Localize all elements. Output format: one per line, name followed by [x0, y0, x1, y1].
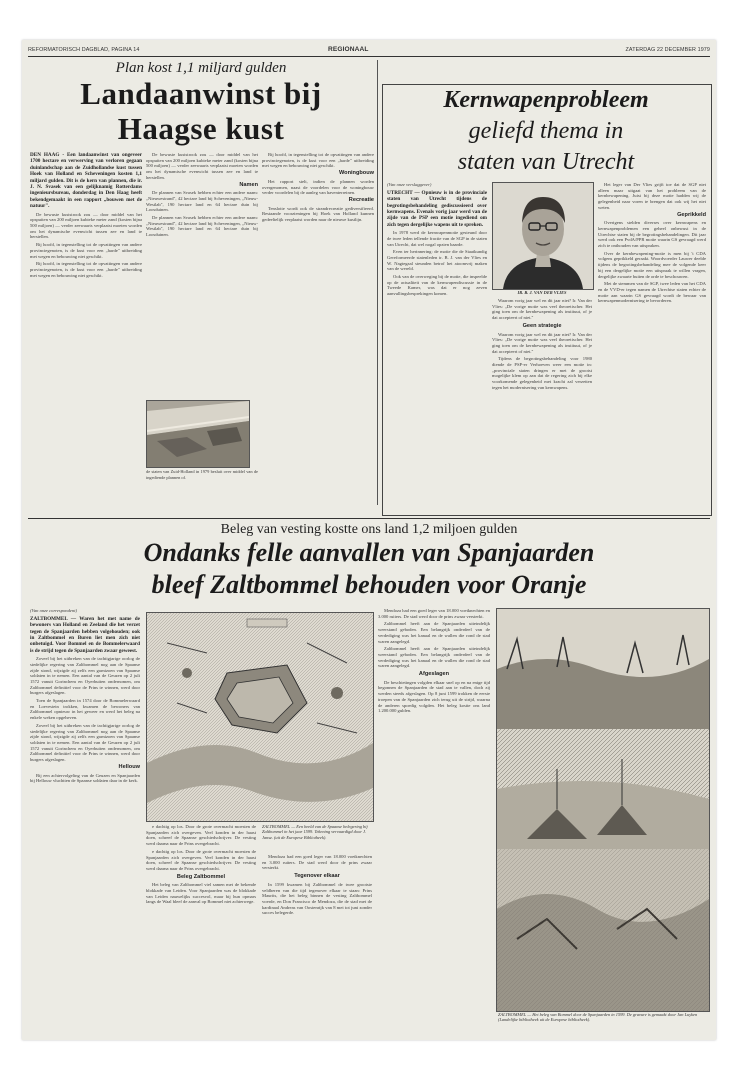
article3-col2 [146, 824, 256, 1030]
article3-col3-bodyb: Mendoza had een goed leger van 18.000 voetknechten en 3.000 ruiters. De stad werd door de prins zwaar versterkt. [378, 608, 490, 619]
article3-sub-hellouw: Hellouw [118, 763, 140, 770]
newspaper-page [22, 40, 716, 1040]
portrait-photo [492, 182, 594, 290]
article3-col2-body: e dachtig op los. Door de grote overmacht moesten de Spanjaarden zich overgeven. Veel konden in der haast doen, schreef de Spaanse geschiedschrijver. De vesting werd daarna naar de Prins overgebracht. [146, 824, 256, 847]
article1-sub-namen: Namen [239, 181, 258, 188]
article2-col3-body4: Met de stemmen van de SGP, twee leden van het CDA en de VVD-er tegen namen de Utrechtse staten echter de motie aan waarin GS gevraagd wordt de bewaar van kernwapenmodernisering te bevorderen. [598, 281, 706, 304]
article2-byline: (Van onze verslaggever) [387, 182, 432, 187]
article3-body-2: Toen de Spanjaarden in 1574 door de Bommelerwaard en Loevestein trokken, kwamen de bewoners van Zaltbommel opnieuw in het geweer en werd het beleg na enkele weken opgeheven. [30, 698, 140, 721]
article1-photo-caption: de staten van Zuid-Holland in 1979 besluit over middel van de ingediende plannen of. [146, 469, 258, 480]
header-section: REGIONAAL [328, 46, 369, 53]
article1-body-2b: Bij hoofd, in tegenstelling tot de opvattingen van andere provinciegenoten, is de kust voor een „harde" uitbreiding met wegen en bebouwing niet geschikt. [30, 261, 142, 278]
article2-col2 [492, 298, 592, 504]
article2-body-2: Even ter herinnering: de motie die de Staatkundig Gereformeerde statenleden ir. B. J. van der Vlies en W. Nagtegaal steunden betrof het atoomvrij maken van de wereld. [387, 249, 487, 272]
article1-col3 [262, 152, 374, 402]
article1-sub-recreatie: Recreatie [348, 196, 374, 203]
article3-col3 [262, 854, 372, 1030]
article1-headline-1: Landaanwinst bij [80, 76, 322, 111]
article3-col1 [30, 608, 140, 1028]
article2-body-3b: Waarom vorig jaar wel en dit jaar niet? Ir. Van der Vlies: „De vorige motie was veel theoretischer. Het ging toen om de kernbewapening als instituut, of je dat accepteert of niet." [492, 298, 592, 321]
article1-body-1b: De bewuste kuststrook zou — door middel van het opspuiten van 200 miljoen kubieke meter zand (kosten bijna 500 miljoen) — verder zeewaarts verplaatst moeten worden om het dynamische evenwicht tussen zee en land te herstellen. [146, 152, 258, 180]
article2-headline-3: staten van Utrecht [457, 149, 635, 175]
article3-col2-body2: Het beleg van Zaltbommel viel samen met de bekende blokkade van Leiden. Voor Spanjaarden was de blokkade van Leiden nauwelijks succesvol, maar bij hun opmars langs de Waal bleef de aanval op Bommel niet achterwege. [146, 882, 256, 905]
article1-sub-woning: Woningbouw [338, 170, 374, 177]
article2-photo-caption: IR. B. J. VAN DER VLIES [517, 290, 567, 295]
siege-engraving [496, 608, 710, 1012]
article3-sub-afgesl: Afgeslagen [418, 671, 450, 678]
column-divider [377, 60, 378, 505]
article3-col4-bodyb: Zaltbommel heeft aan de Spanjaarden uiteindelijk weerstand geboden. Een belangrijk onderdeel van de verdediging was het kanaal en de wallen die rond de stad waren aangelegd. [378, 646, 490, 669]
article1-body-3b: De plannen van Svasek hebben echter een andere naam: „Nieuwestrand", 42 hectare land bij Scheveningen, „Nieuw-Westlab", 190 hectare land en 64 hectare duin bij Loosduinen. [146, 215, 258, 238]
article2-col3-body2: Overigens stelden diverses over kernwapens en kernwapenproblemen een geheel onbewust in de Utrechtse staten bij de begrotingsbehandelingen. Dit jaar werd ook een PvdA/PPR motie waarin GS gevraagd werd zich te onthouden van uitspraken. [598, 220, 706, 249]
article3-map-caption: ZALTBOMMEL — Een beeld van de Spaanse belegering bij Zaltbommel in het jaar 1599. Tekening vervaardigd door J. Jansz. (uit de Europese Bibliotheek). [262, 824, 368, 840]
article2-body-3: Waarom vorig jaar wel en dit jaar niet? Ir. Van der Vlies: „De vorige motie was veel theoretischer. Het ging toen om de kernbewapening als instituut, of je dat accepteert of niet." [492, 331, 592, 354]
article1-body-2: Bij hoofd, in tegenstelling tot de opvattingen van andere provinciegenoten, is de kust voor een „harde" uitbreiding met wegen en bebouwing niet geschikt. [30, 242, 142, 259]
article1-body-2c: Bij hoofd, in tegenstelling tot de opvattingen van andere provinciegenoten, is de kust voor een „harde" uitbreiding met wegen en bebouwing niet geschikt. [262, 152, 374, 169]
article2-headline-2: geliefd thema in [468, 118, 624, 144]
article3-body-1: Zoveel bij het uitbreken van de tachtigjarige oorlog de stedelijke regering van Zaltbommel nog aan de Spaanse zijde stond, wijzigde zij zelfs een garnizoen van Spaanse soldaten in te nemen. Een aantal van de Geuzen op 2 juli 1572 vanuit Gorinchem en Oyerbuiten ondernomen, om Zaltbommel definitief voor de Prins te winnen, werd door burgers afgeslagen. [30, 656, 140, 696]
article1-lead: DEN HAAG - Een landaanwinst van ongeveer 1700 hectare en verwerving van verloren gegaan duinlandschap aan de Zuidhollandse kust tussen Hoek van Holland en Scheveningen kosten 1,1 miljard gulden. Dit is de kern van plannen, die ir. J. N. Svasek van een gelijknamig Rotterdams ingenieursbureau, donderdag in Den Haag heeft bekendgemaakt in een rapport „bouwen met de natuur". [30, 152, 142, 210]
article2-body-5: Ook van de overweging bij de motie, die inspeelde op de actualiteit van de kernwapendiscussie in de Tweede Kamer, was dat er nog zeven aanvullingsbesprekingen komen. [387, 274, 487, 297]
article1-col1 [30, 152, 142, 520]
article3-col3-body2: In 1599 kwamen bij Zaltbommel de twee grootste veldheren van die tijd tegenover elkaar te staan: Prins Maurits, die het beleg binnen de vesting Zaltbommel voerde, en Don Francisco de Mendoza, die de stad met de kardinaal Andreas van Oostenrijk van 8 mei tot juni zonder succes belegerde. [262, 881, 372, 916]
article1-headline-2: Haagse kust [117, 111, 285, 146]
article3-headline-1: Ondanks felle aanvallen van Spanjaarden [143, 538, 595, 567]
article3-col4-body2: De beschietingen volgden elkaar snel op en na enige tijd begonnen de Spanjaarden de stad aan te vallen, doch zij werden steeds afgeslagen. Op 8 juni 1599 trokken de eerste troepen van de Spanjaarden zich terug uit de strijd, waarna de anderen spoedig volgden. Het beleg kostte ons land 1.200.000 gulden. [378, 679, 490, 714]
article3-right-caption: ZALTBOMMEL — Het beleg van Bommel door de Spanjaarden in 1599. De gravure is gemaakt door Jan Luyken (Landelijke bibliotheek uit de Europese bibliotheek). [498, 1012, 698, 1023]
article3-col4 [378, 608, 490, 1030]
article3-col4-body: Zaltbommel heeft aan de Spanjaarden uiteindelijk weerstand geboden. Een belangrijk onderdeel van de verdediging was het kanaal en de wallen die rond de stad waren aangelegd. [378, 621, 490, 644]
article3-col2-bodyb: e dachtig op los. Door de grote overmacht moesten de Spanjaarden zich overgeven. Veel konden in der haast doen, schreef de Spaanse geschiedschrijver. De vesting werd daarna naar de Prins overgebracht. [146, 848, 256, 871]
article3-col3-body: Mendoza had een goed leger van 18.000 voetknechten en 3.000 ruiters. De stad werd door de prins zwaar versterkt. [262, 854, 372, 871]
header-rule [28, 56, 710, 57]
article2-col3 [598, 182, 706, 504]
section-rule [28, 518, 710, 519]
article3-headline-2: bleef Zaltbommel behouden voor Oranje [151, 570, 587, 599]
article1-kicker: Plan kost 1,1 miljard gulden [115, 60, 287, 76]
header-left: REFORMATORISCH DAGBLAD, PAGINA 14 [28, 47, 140, 53]
coast-aerial-photo [146, 400, 250, 468]
header-date: ZATERDAG 22 DECEMBER 1979 [625, 47, 710, 53]
article2-headline-1: Kernwapenprobleem [443, 87, 649, 113]
article1-body-3: De plannen van Svasek hebben echter een andere naam: „Nieuwestrand", 42 hectare land bij Scheveningen, „Nieuw-Westlab", 190 hectare land en 64 hectare duin bij Loosduinen. [146, 190, 258, 213]
article3-sub-beleg: Beleg Zaltbommel [176, 873, 226, 880]
article3-lead: ZALTBOMMEL — Waren het met name de bewoners van Holland en Zeeland die het verzet tegen de Spanjaarden hebben volgehouden; ook in Zaltbommel en Buren liet men zich niet onbetuigd. Voor Bommel en de Bommelerwaard is de strijd tegen de Spanjaarden zwaar geweest. [30, 615, 140, 654]
article2-body-1: In 1978 werd de kernwapenmotie gesteund door de twee leden tellende fractie van de SGP in de staten van Utrecht, dat wel nogal opzien baarde. [387, 230, 487, 247]
article2-col3-body3: Over de kernbewapening-motie is men bij 't CDA volgens geprikkeld geraakt. Woordvoerder Lauwer deelde tijdens de begrotingsbehandeling mee de volgende keer bij een dergelijke motie een uitspraak te willen vragen, dergelijke zwaarte buiten de orde te beschouwen. [598, 250, 706, 279]
article2-col3-body: Het leger van Der Vlies grijft toe dat de SGP niet alleen maar uitgaat van het probleem van de kernbewapening. Juist bij deze motie hadden wij de gelegenheid naar voren te brengen dat ook wij het niet weten. [598, 182, 706, 210]
article1-body-4: Het rapport stelt, indien de plannen worden overgenomen, naast de voordelen voor de woningbouw verder voordelen bij de aanleg van haventerreinen. [262, 178, 374, 196]
article1-body-5: Tenslotte wordt ook de strandrecreatie gediversifieerd. Bestaande voorzieningen bij Hoek van Holland kunnen gedeeltelijk verplaatst worden naar de nieuwe kustlijn. [262, 205, 374, 223]
article3-sub-tegenover: Tegenover elkaar [294, 873, 340, 880]
article2-lead: UTRECHT — Opnieuw is in de provinciale staten van Utrecht tijdens de begrotingsbehandeling gediscussieerd over kernwapens. Evenals vorig jaar werd van de zijde van de PSP een motie ingediend om zich tegen dergelijke wapens uit te spreken. [387, 189, 487, 228]
article2-col1 [387, 182, 487, 504]
article3-body-3: Bij een achtervolgeling van de Geuzen en Spanjaarden bij Hellouw vluchtten de Spaanse soldaten daar in de kerk. [30, 772, 140, 784]
siege-map-engraving [146, 612, 374, 822]
article2-sub-geen: Geen strategie [522, 322, 562, 329]
article3-kicker: Beleg van vesting kostte ons land 1,2 miljoen gulden [220, 522, 518, 537]
article2-body-4: Tijdens de begrotingsbehandeling voor 1980 diende de PSP-er Verhoeven weer een motie in: „provinciale staten dringen er met de grootst mogelijke klem op aan dat de regering zich bij elke voorkomende gelegenheid met kracht zal verzetten tegen het modernisering van kernwapens. [492, 356, 592, 390]
article3-byline: (Van onze correspondent) [30, 608, 78, 613]
article3-body-1b: Zoveel bij het uitbreken van de tachtigjarige oorlog de stedelijke regering van Zaltbommel nog aan de Spaanse zijde stond, wijzigde zij zelfs een garnizoen van Spaanse soldaten in te nemen. Een aantal van de Geuzen op 2 juli 1572 vanuit Gorinchem en Oyerbuiten ondernomen, om Zaltbommel definitief voor de Prins te winnen, werd door burgers afgeslagen. [30, 722, 140, 763]
article1-body-1: De bewuste kuststrook zou — door middel van het opspuiten van 200 miljoen kubieke meter zand (kosten bijna 500 miljoen) — verder zeewaarts verplaatst moeten worden om het dynamische evenwicht tussen zee en land te herstellen. [30, 211, 142, 240]
article2-sub-geprikkeld: Geprikkeld [677, 211, 706, 218]
